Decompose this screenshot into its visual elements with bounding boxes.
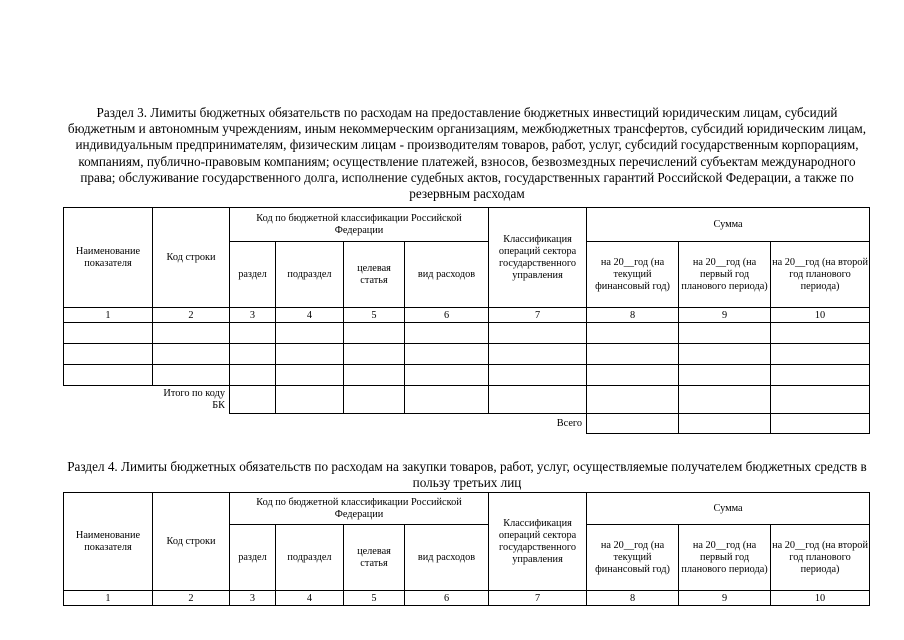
cell[interactable]	[64, 365, 153, 386]
itogo-row	[64, 386, 870, 414]
cell[interactable]	[679, 414, 771, 434]
cell[interactable]	[405, 386, 489, 414]
header-code: Код строки	[153, 493, 230, 591]
cell[interactable]	[230, 386, 276, 414]
header-celevaya: целевая статья	[344, 525, 405, 591]
header-podrazdel: подраздел	[276, 525, 344, 591]
header-summa: Сумма	[587, 208, 870, 242]
cell[interactable]	[230, 344, 276, 365]
cell[interactable]	[276, 365, 344, 386]
colnum: 4	[276, 308, 344, 323]
cell[interactable]	[679, 386, 771, 414]
header-kosgu: Классификация операций сектора государственного управления	[489, 208, 587, 308]
cell[interactable]	[344, 344, 405, 365]
colnum: 6	[405, 591, 489, 606]
colnum: 9	[679, 308, 771, 323]
cell[interactable]	[489, 365, 587, 386]
header-bk: Код по бюджетной классификации Российской Федерации	[230, 493, 489, 525]
section4-table	[63, 492, 870, 606]
cell[interactable]	[587, 386, 679, 414]
itogo-label: Итого по коду БК	[153, 386, 230, 414]
colnum: 5	[344, 308, 405, 323]
cell[interactable]	[771, 386, 870, 414]
cell[interactable]	[771, 365, 870, 386]
cell[interactable]	[587, 365, 679, 386]
cell[interactable]	[230, 365, 276, 386]
cell[interactable]	[344, 386, 405, 414]
colnum: 7	[489, 308, 587, 323]
cell[interactable]	[405, 344, 489, 365]
cell[interactable]	[587, 414, 679, 434]
cell[interactable]	[771, 414, 870, 434]
header-name: Наименование показателя	[64, 208, 153, 308]
colnum: 1	[64, 591, 153, 606]
cell[interactable]	[587, 344, 679, 365]
section4-title: Раздел 4. Лимиты бюджетных обязательств по расходам на закупки товаров, работ, услуг, осуществляемые получателем бюджетных средств в пользу третьих лиц	[67, 459, 867, 491]
colnum: 9	[679, 591, 771, 606]
cell[interactable]	[153, 365, 230, 386]
cell[interactable]	[771, 344, 870, 365]
header-year2: на 20__год (на первый год планового периода)	[679, 525, 771, 591]
table-row	[64, 365, 870, 386]
cell[interactable]	[489, 344, 587, 365]
colnum: 2	[153, 591, 230, 606]
colnum: 2	[153, 308, 230, 323]
cell[interactable]	[679, 323, 771, 344]
vsego-row	[64, 414, 870, 434]
colnum: 1	[64, 308, 153, 323]
colnum: 10	[771, 591, 870, 606]
vsego-label: Всего	[489, 414, 587, 434]
header-summa: Сумма	[587, 493, 870, 525]
section3-title: Раздел 3. Лимиты бюджетных обязательств по расходам на предоставление бюджетных инвестиций юридическим лицам, субсидий бюджетным и автономным учреждениям, иным некоммерческим организациям, межбюджетных трансфертов, субсидий юридическим лицам, индивидуальным предпринимателям, физическим лицам - производителям товаров, работ, услуг, субсидий государственным корпорациям, компаниям, публично-правовым компаниям; осуществление платежей, взносов, безвозмездных перечислений субъектам международного права; обслуживание государственного долга, исполнение судебных актов, государственных гарантий Российской Федерации, а также по резервным расходам	[67, 105, 867, 202]
header-bk: Код по бюджетной классификации Российской Федерации	[230, 208, 489, 242]
header-vid: вид расходов	[405, 525, 489, 591]
cell[interactable]	[230, 323, 276, 344]
colnum: 3	[230, 591, 276, 606]
colnum: 10	[771, 308, 870, 323]
colnum: 3	[230, 308, 276, 323]
cell[interactable]	[771, 323, 870, 344]
cell[interactable]	[153, 344, 230, 365]
table-row	[64, 344, 870, 365]
header-year1: на 20__год (на текущий финансовый год)	[587, 525, 679, 591]
header-celevaya: целевая статья	[344, 242, 405, 308]
header-year2: на 20__год (на первый год планового периода)	[679, 242, 771, 308]
cell[interactable]	[276, 386, 344, 414]
cell[interactable]	[679, 344, 771, 365]
table-row	[64, 323, 870, 344]
colnum: 6	[405, 308, 489, 323]
cell[interactable]	[64, 344, 153, 365]
header-razdel: раздел	[230, 242, 276, 308]
cell[interactable]	[276, 323, 344, 344]
cell[interactable]	[405, 323, 489, 344]
header-kosgu: Классификация операций сектора государственного управления	[489, 493, 587, 591]
header-code: Код строки	[153, 208, 230, 308]
header-podrazdel: подраздел	[276, 242, 344, 308]
cell[interactable]	[679, 365, 771, 386]
cell[interactable]	[153, 323, 230, 344]
cell[interactable]	[344, 365, 405, 386]
colnum: 8	[587, 591, 679, 606]
header-year1: на 20__год (на текущий финансовый год)	[587, 242, 679, 308]
column-number-row	[64, 591, 870, 606]
header-razdel: раздел	[230, 525, 276, 591]
colnum: 5	[344, 591, 405, 606]
header-year3: на 20__год (на второй год планового периода)	[771, 525, 870, 591]
cell[interactable]	[489, 386, 587, 414]
cell[interactable]	[64, 323, 153, 344]
colnum: 7	[489, 591, 587, 606]
cell[interactable]	[276, 344, 344, 365]
header-vid: вид расходов	[405, 242, 489, 308]
colnum: 4	[276, 591, 344, 606]
header-name: Наименование показателя	[64, 493, 153, 591]
colnum: 8	[587, 308, 679, 323]
cell[interactable]	[405, 365, 489, 386]
column-number-row	[64, 308, 870, 323]
cell[interactable]	[489, 323, 587, 344]
header-year3: на 20__год (на второй год планового периода)	[771, 242, 870, 308]
section3-table	[63, 207, 870, 434]
cell[interactable]	[587, 323, 679, 344]
cell[interactable]	[344, 323, 405, 344]
